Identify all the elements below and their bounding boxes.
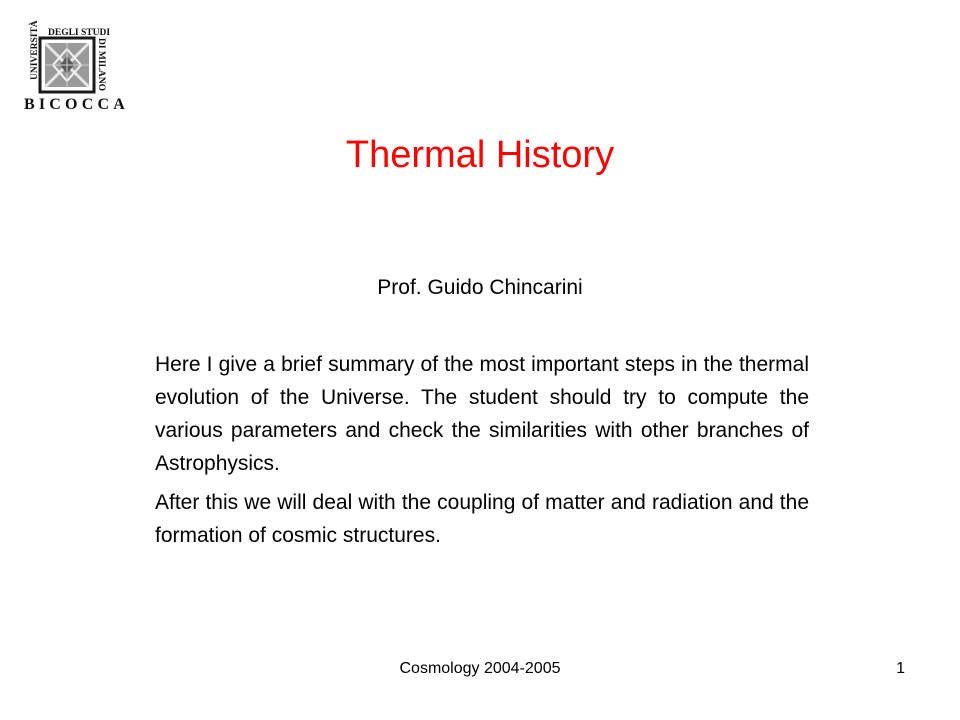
logo-text-right: DI MILANO	[96, 38, 106, 92]
footer-course: Cosmology 2004-2005	[399, 660, 561, 677]
paragraph-summary: Here I give a brief summary of the most important steps in the thermal evolution of the Universe. The student should try to compute the various parameters and check the similarities with other branches of Astrophysics.	[155, 353, 809, 475]
paragraph-next-topics: After this we will deal with the coupling of matter and radiation and the formation of cosmic structures.	[155, 491, 809, 547]
slide-title: Thermal History	[345, 134, 615, 176]
university-logo	[18, 16, 129, 116]
logo-text-bottom: BICOCCA	[24, 96, 129, 113]
slide-body	[155, 348, 809, 558]
page-number: 1	[896, 660, 905, 677]
logo-text-left: UNIVERSITÀ	[30, 20, 40, 80]
author-name: Prof. Guido Chincarini	[377, 276, 583, 299]
logo-text-top: DEGLI STUDI	[48, 28, 111, 38]
